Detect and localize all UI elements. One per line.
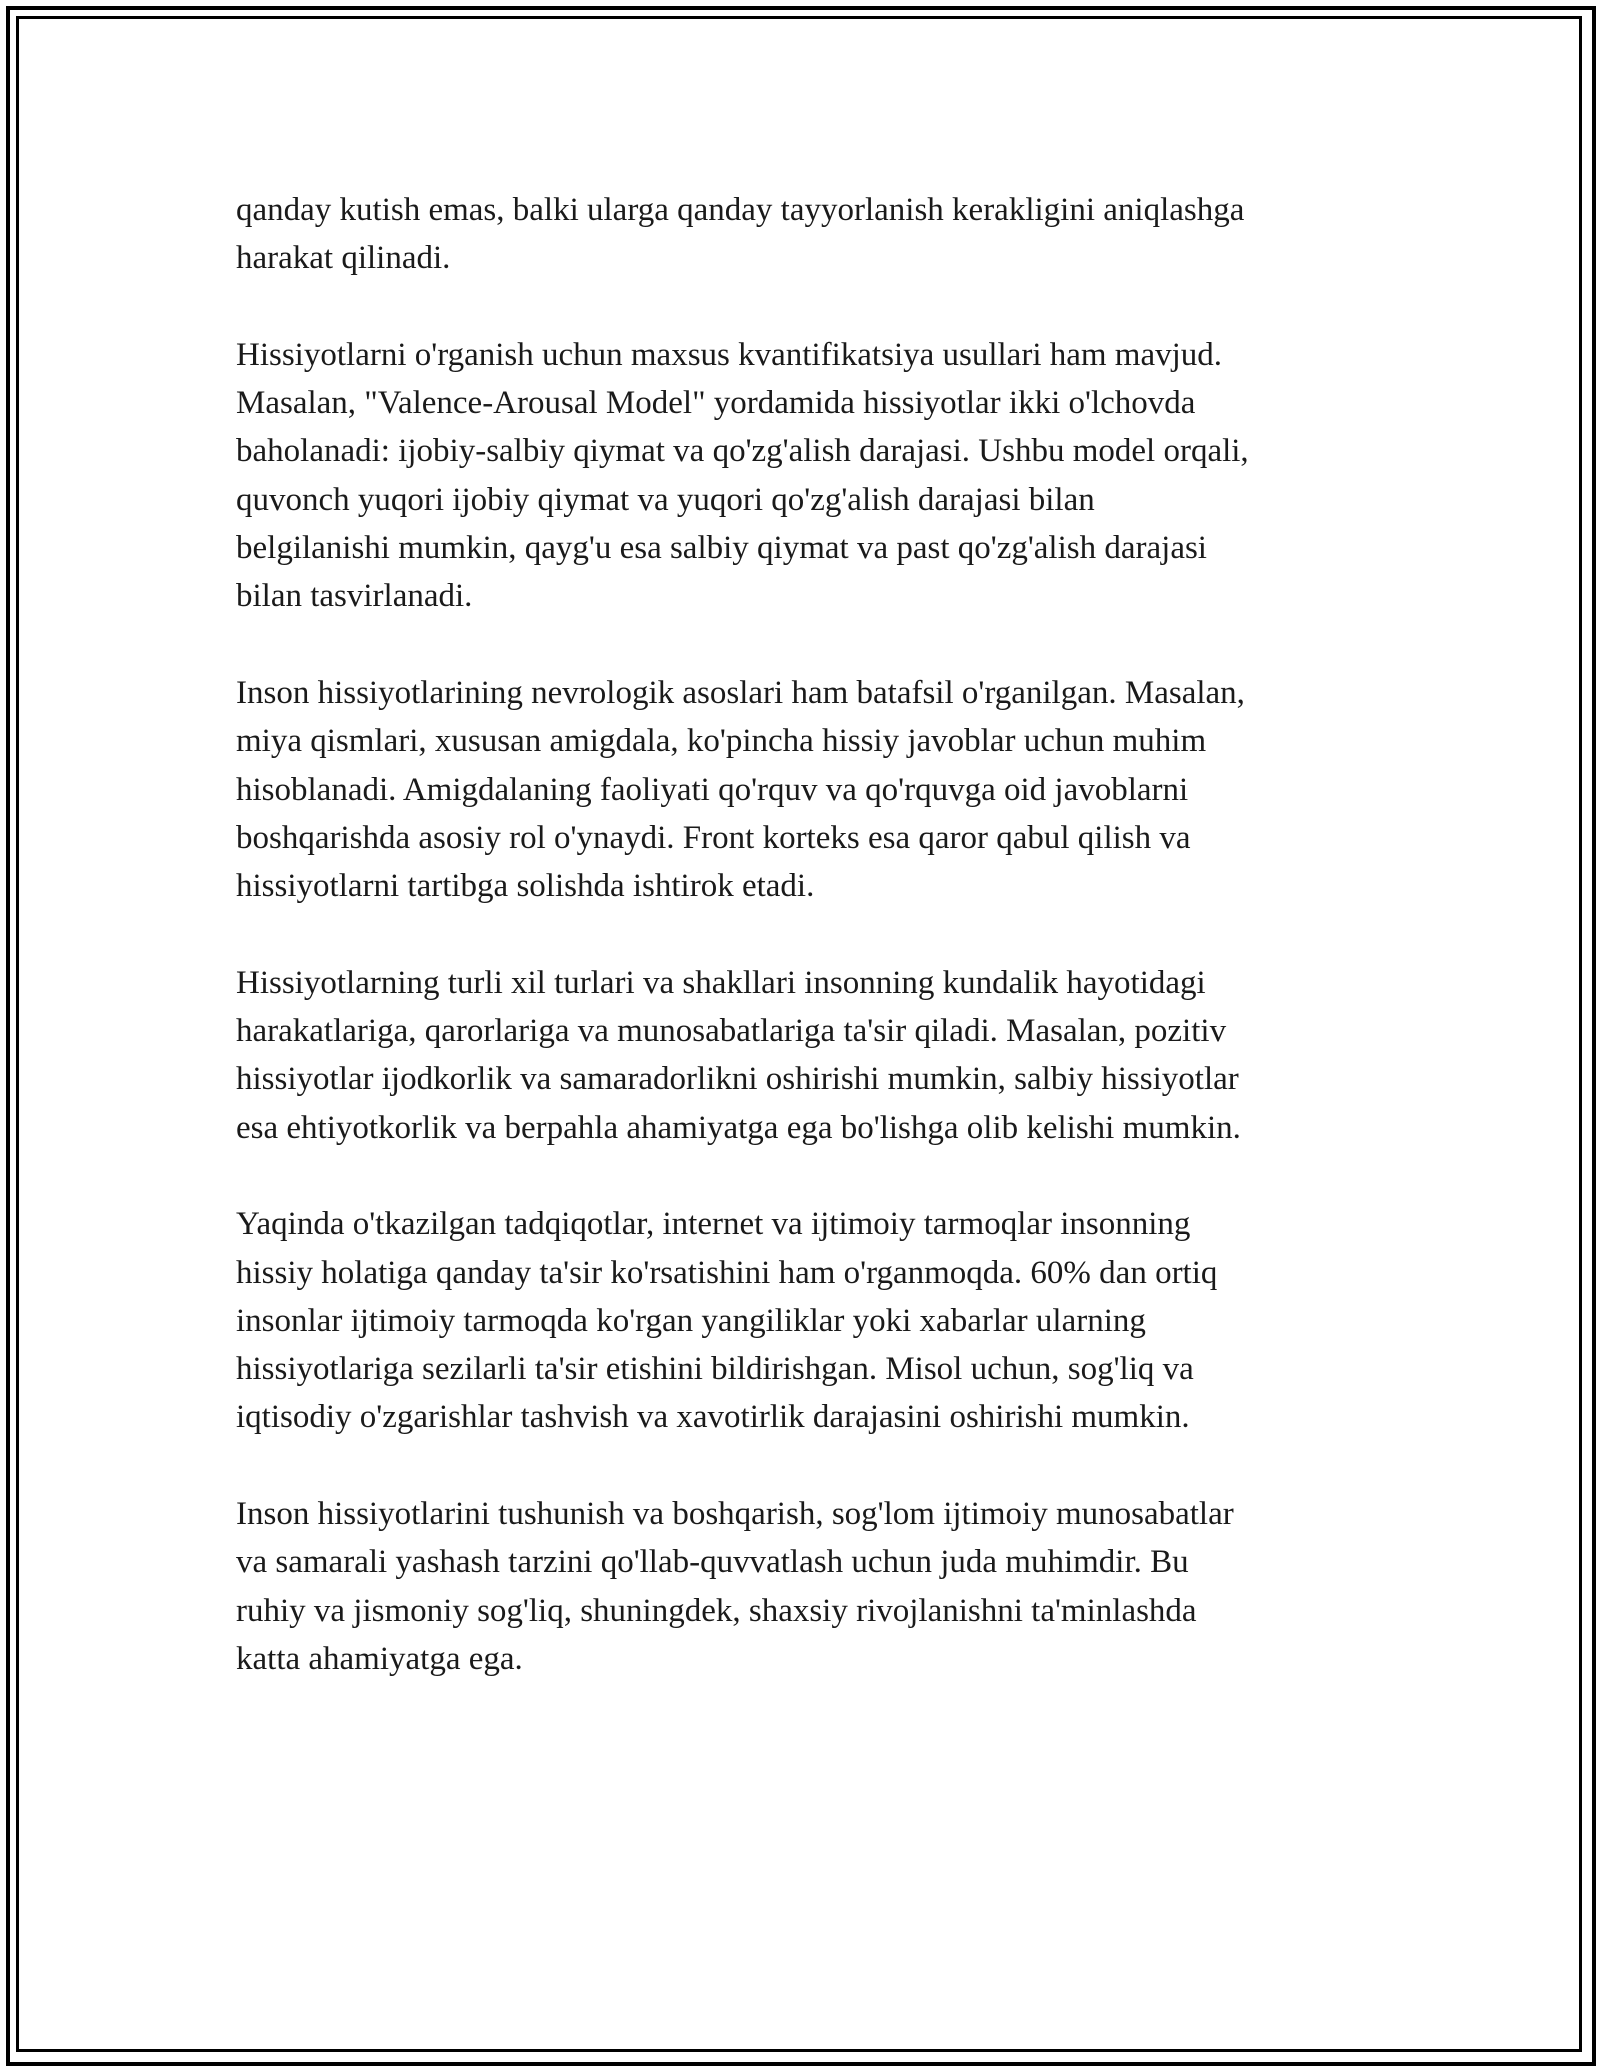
paragraph-3: Inson hissiyotlarining nevrologik asoslari ham batafsil o'rganilgan. Masalan, miya qismlari, xususan amigdala, ko'pincha hissiy javoblar uchun muhim hisoblanadi. Amigdalaning faoliyati qo'rquv va qo'rquvga oid javoblarni boshqarishda asosiy rol o'ynaydi. Front korteks esa qaror qabul qilish va hissiyotlarni tartibga solishda ishtirok etadi. (236, 674, 1245, 905)
paragraph-6: Inson hissiyotlarini tushunish va boshqarish, sog'lom ijtimoiy munosabatlar va samarali yashash tarzini qo'llab-quvvatlash uchun juda muhimdir. Bu ruhiy va jismoniy sog'liq, shuningdek, shaxsiy rivojlanishni ta'minlashda katta ahamiyatga ega. (236, 1496, 1234, 1677)
paragraph-4: Hissiyotlarning turli xil turlari va shakllari insonning kundalik hayotidagi harakatlariga, qarorlariga va munosabatlariga ta'sir qiladi. Masalan, pozitiv hissiyotlar ijodkorlik va samaradorlikni oshirishi mumkin, salbiy hissiyotlar esa ehtiyotkorlik va berpahla ahamiyatga ega bo'lishga olib kelishi mumkin. (236, 964, 1241, 1146)
paragraph-5: Yaqinda o'tkazilgan tadqiqotlar, internet va ijtimoiy tarmoqlar insonning hissiy holatiga qanday ta'sir ko'rsatishini ham o'rganmoqda. 60% dan ortiq insonlar ijtimoiy tarmoqda ko'rgan yangiliklar yoki xabarlar ularning hissiyotlariga sezilarli ta'sir etishini bildirishgan. Misol uchun, sog'liq va iqtisodiy o'zgarishlar tashvish va xavotirlik darajasini oshirishi mumkin. (236, 1206, 1218, 1436)
paragraph-2: Hissiyotlarni o'rganish uchun maxsus kvantifikatsiya usullari ham mavjud. Masalan, "Valence-Arousal Model" yordamida hissiyotlar ikki o'lchovda baholanadi: ijobiy-salbiy qiymat va qo'zg'alish darajasi. Ushbu model orqali, quvonch yuqori ijobiy qiymat va yuqori qo'zg'alish darajasi bilan belgilanishi mumkin, qayg'u esa salbiy qiymat va past qo'zg'alish darajasi bilan tasvirlanadi. (236, 336, 1249, 615)
paragraph-1: qanday kutish emas, balki ularga qanday tayyorlanish kerakligini aniqlashga harakat qilinadi. (236, 192, 1245, 277)
document-body (236, 186, 1376, 1732)
